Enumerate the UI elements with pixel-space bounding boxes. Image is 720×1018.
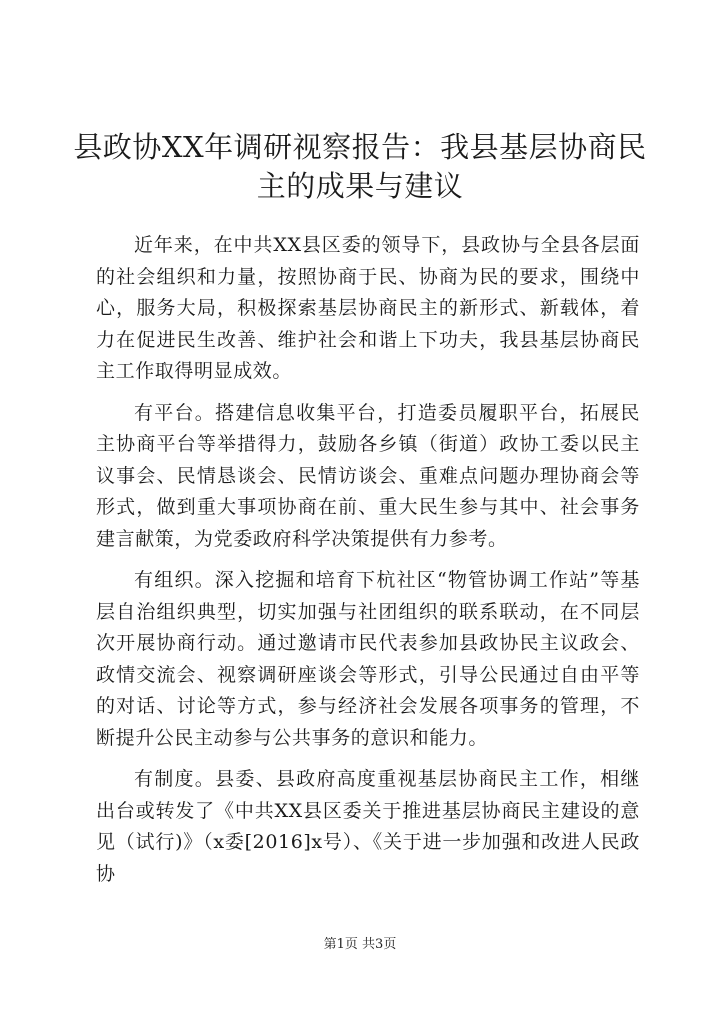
paragraph-intro: 近年来，在中共XX县区委的领导下，县政协与全县各层面的社会组织和力量，按照协商于民、协商为民的要求，围绕中心，服务大局，积极探索基层协商民主的新形式、新载体，着力在促进民生改善、维护社会和谐上下功夫，我县基层协商民主工作取得明显成效。 [96,234,640,382]
page-footer [0,936,720,954]
paragraph-platform: 有平台。搭建信息收集平台，打造委员履职平台，拓展民主协商平台等举措得力，鼓励各乡镇（街道）政协工委以民主议事会、民情恳谈会、民情访谈会、重难点问题办理协商会等形式，做到重大事项协商在前、重大民生参与其中、社会事务建言献策，为党委政府科学决策提供有力参考。 [96,401,640,550]
page-number-label: 第1页 共3页 [323,937,397,952]
paragraph-system: 有制度。县委、县政府高度重视基层协商民主工作，相继出台或转发了《中共XX县区委关于推进基层协商民主建设的意见（试行)》（x委[2016]x号）、《关于进一步加强和改进人民政协 [96,768,640,885]
document-title: 县政协XX年调研视察报告：我县基层协商民主的成果与建议 [73,130,647,203]
document-body [96,230,640,900]
paragraph-organization: 有组织。深入挖掘和培育下杭社区“物管协调工作站”等基层自治组织典型，切实加强与社团组织的联系联动，在不同层次开展协商行动。通过邀请市民代表参加县政协民主议政会、政情交流会、视察调研座谈会等形式，引导公民通过自由平等的对话、讨论等方式，参与经济社会发展各项事务的管理，不断提升公民主动参与公共事务的意识和能力。 [96,569,640,749]
